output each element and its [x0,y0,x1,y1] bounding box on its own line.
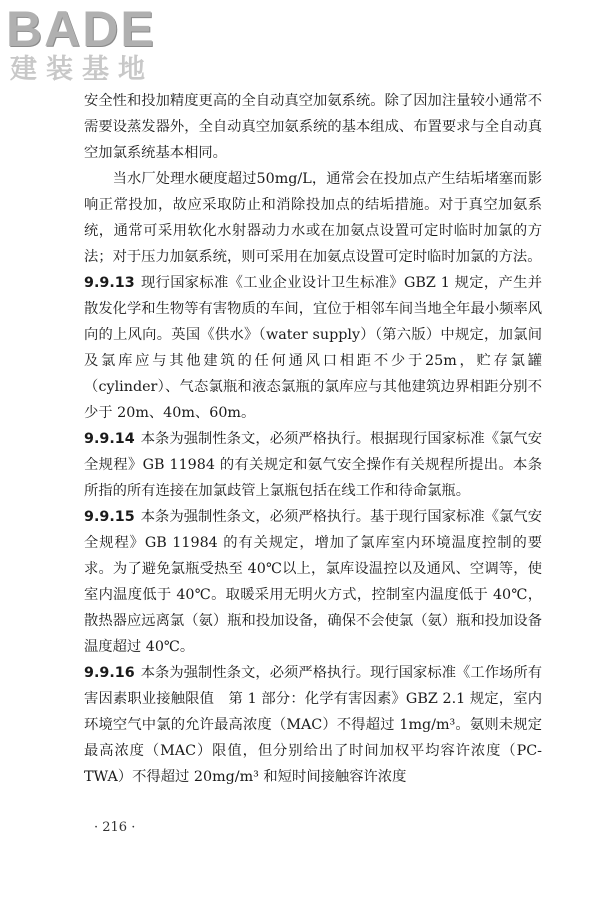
clause-text: 现行国家标准《工业企业设计卫生标准》GBZ 1 规定，产生并散发化学和生物等有害物质的车间，宜位于相邻车间当地全年最小频率风向的上风向。英国《供水》（water supply）（第六版）中规定，加氯间及氯库应与其他建筑的任何通风口相距不少于25m，贮存氯罐（cylinder）、气态氯瓶和液态氯瓶的氯库应与其他建筑边界相距分别不少于 20m、40m、60m。 [84,275,542,421]
clause-9-9-16 [84,660,542,790]
watermark-brand: BADE [6,1,156,57]
paragraph-scaling: 当水厂处理水硬度超过50mg/L，通常会在投加点产生结垢堵塞而影响正常投加，故应采取防止和消除投加点的结垢措施。对于真空加氨系统，通常可采用软化水射器动力水或在加氨点设置可定时临时加氯的方法；对于压力加氨系统，则可采用在加氨点设置可定时临时加氯的方法。 [84,171,542,265]
clause-9-9-15 [84,504,542,660]
clause-text: 本条为强制性条文，必须严格执行。现行国家标准《工作场所有害因素职业接触限值 第 1 部分：化学有害因素》GBZ 2.1 规定，室内环境空气中氯的允许最高浓度（MAC）不得超过 1mg/m³。氨则未规定最高浓度（MAC）限值，但分别给出了时间加权平均容许浓度（PC-TWA）不得超过 20mg/m³ 和短时间接触容许浓度 [84,665,542,785]
clause-number: 9.9.14 [84,431,135,447]
site-watermark-logo [6,1,186,85]
clause-9-9-14 [84,426,542,504]
clause-text: 本条为强制性条文，必须严格执行。根据现行国家标准《氯气安全规程》GB 11984 的有关规定和氨气安全操作有关规程所提出。本条所指的所有连接在加氯歧管上氯瓶包括在线工作和待命氯瓶。 [84,431,542,499]
paragraph-continued: 安全性和投加精度更高的全自动真空加氨系统。除了因加注量较小通常不需要设蒸发器外，全自动真空加氨系统的基本组成、布置要求与全自动真空加氯系统基本相同。 [84,93,542,161]
clause-number: 9.9.16 [84,665,135,681]
page-number: · 216 · [94,820,136,835]
clause-number: 9.9.15 [84,509,135,525]
clause-number: 9.9.13 [84,275,135,291]
clause-9-9-13 [84,270,542,426]
clause-text: 本条为强制性条文，必须严格执行。基于现行国家标准《氯气安全规程》GB 11984 的有关规定，增加了氯库室内环境温度控制的要求。为了避免氯瓶受热至 40℃以上，氯库设温控以及通风、空调等，使室内温度低于 40℃。取暖采用无明火方式，控制室内温度低于 40℃，散热器应远离氯（氨）瓶和投加设备，确保不会使氯（氨）瓶和投加设备温度超过 40℃。 [84,509,542,655]
document-body [84,88,542,790]
watermark-subtitle: 建装基地 [10,54,154,85]
